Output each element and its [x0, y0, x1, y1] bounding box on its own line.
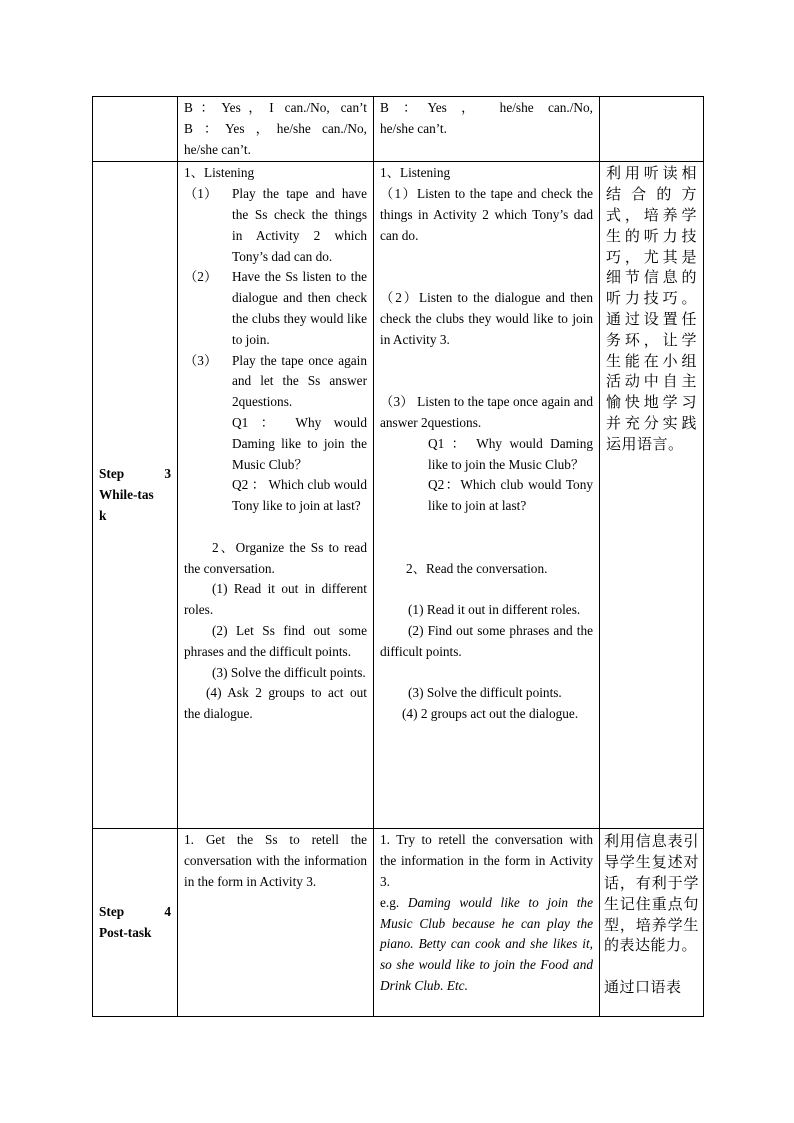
text-line: B ：Yes ， he/she can./No, — [380, 100, 593, 115]
comment-cell — [600, 97, 704, 162]
item-number: （1） — [184, 186, 218, 202]
student-activity-cell — [374, 162, 600, 829]
example-prefix: e.g. — [380, 894, 408, 910]
list-item: (3) Solve the difficult points. — [408, 685, 562, 701]
section-heading: 1、Listening — [184, 165, 255, 181]
list-item — [184, 267, 367, 350]
step-title: Post-task — [99, 924, 152, 940]
list-item — [184, 351, 367, 413]
section-heading: 1、Listening — [380, 165, 451, 181]
item-number: （3） — [184, 352, 218, 368]
list-item: （2）Listen to the dialogue and then check the clubs they would like to join in Activity 3. — [380, 290, 593, 347]
text-line: B ：Yes ，he/she can./No, — [184, 120, 367, 136]
table-row — [93, 97, 704, 162]
list-item: （3） Listen to the tape once again and answer 2questions. — [380, 394, 593, 430]
item-text: Play the tape once again and let the Ss answer 2questions. — [232, 352, 367, 410]
item-number: （2） — [184, 269, 218, 285]
question-2: Q2：Which club would Tony like to join at last? — [428, 477, 593, 514]
table-row — [93, 162, 704, 829]
comment-cell — [600, 162, 704, 829]
question-1: Q1 ： Why would Daming like to join the Music Club？ — [428, 435, 593, 472]
list-item: （1）Listen to the tape and check the things in Activity 2 which Tony’s dad can do. — [380, 186, 593, 243]
list-item: (2) Let Ss find out some phrases and the difficult points. — [184, 622, 367, 659]
step-cell — [93, 162, 178, 829]
list-item: (1) Read it out in different roles. — [408, 602, 581, 618]
step-number: 4 — [164, 904, 171, 920]
teacher-activity-cell — [178, 162, 374, 829]
activity-text: 1. Get the Ss to retell the conversation with the information in the form in Activity 3. — [184, 832, 367, 889]
item-text: Have the Ss listen to the dialogue and then check the clubs they would like to join. — [232, 269, 367, 347]
student-activity-cell — [374, 97, 600, 162]
list-item: (4) 2 groups act out the dialogue. — [402, 706, 579, 722]
comment-text: 利用信息表引导学生复述对话，有利于学生记住重点句型，培养学生的表达能力。 — [604, 832, 699, 955]
step-title: While-tas — [99, 486, 154, 502]
student-activity-cell — [374, 829, 600, 1017]
text-line: B：Yes，I can./No, can’t — [184, 100, 367, 115]
list-item: (2) Find out some phrases and the difficult points. — [380, 622, 593, 659]
text-line: he/she can’t. — [380, 120, 447, 136]
comment-text: 利用听读相结合的方式，培养学生的听力技巧，尤其是细节信息的听力技巧。通过设置任务环，让学生能在小组活动中自主愉快地学习并充分实践运用语言。 — [606, 164, 697, 453]
step-label: Step — [99, 904, 125, 920]
organize-heading: 2、Organize the Ss to read the conversation. — [184, 539, 367, 576]
read-heading: 2、Read the conversation. — [406, 560, 548, 576]
comment-text: 通过口语表 — [604, 977, 682, 996]
example-sentence: Daming would like to join the Music Club because he can play the piano. Betty can cook and she likes it, so she would like to join the Food and Drink Club. Etc. — [380, 894, 593, 993]
step-cell — [93, 829, 178, 1017]
example-text — [380, 893, 593, 997]
step-title-cont: k — [99, 507, 107, 523]
step-cell — [93, 97, 178, 162]
list-item: (1) Read it out in different roles. — [184, 581, 367, 618]
step-number: 3 — [164, 466, 171, 482]
text-line: he/she can’t. — [184, 141, 251, 157]
comment-cell — [600, 829, 704, 1017]
question-2: Q2 ： Which club would Tony like to join at last? — [232, 477, 367, 514]
list-item: (3) Solve the difficult points. — [212, 664, 366, 680]
lesson-plan-table — [92, 96, 704, 1017]
list-item: (4) Ask 2 groups to act out the dialogue. — [184, 685, 367, 722]
question-1: Q1 ： Why would Daming like to join the Music Club？ — [232, 414, 367, 472]
item-text: Play the tape and have the Ss check the things in Activity 2 which Tony’s dad can do. — [232, 186, 367, 264]
teacher-activity-cell — [178, 97, 374, 162]
table-row — [93, 829, 704, 1017]
teacher-activity-cell — [178, 829, 374, 1017]
activity-text: 1. Try to retell the conversation with the information in the form in Activity 3. — [380, 832, 593, 889]
list-item — [184, 184, 367, 267]
step-label: Step — [99, 466, 125, 482]
